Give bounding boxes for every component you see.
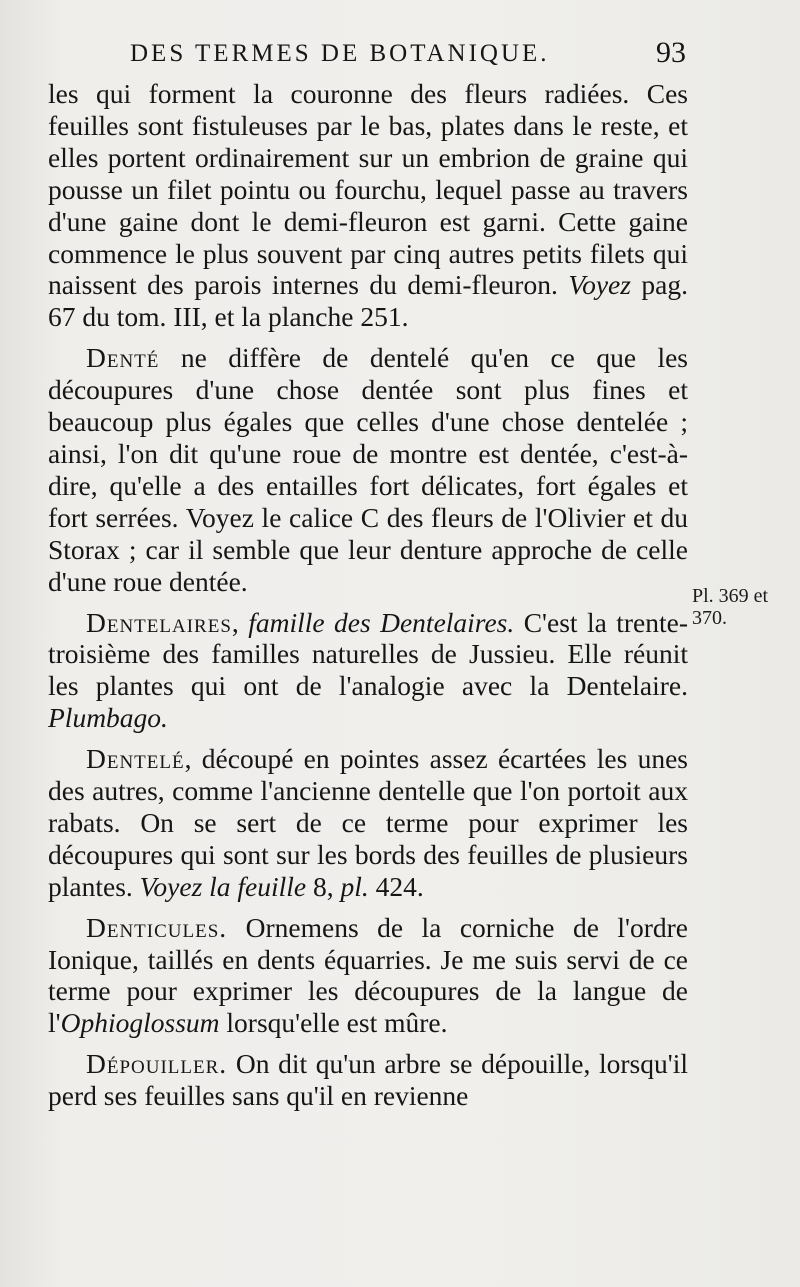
entry-dentele bbox=[48, 743, 688, 903]
reference-text: pag. 67 du tom. III, et la planche 251. bbox=[48, 269, 689, 333]
paragraph-continuation bbox=[48, 78, 688, 333]
page-body bbox=[48, 78, 688, 1121]
entry-text: ne diffère de dentelé qu'en ce que les découpures d'une chose dentée sont plus fines et beaucoup plus égales que celles d'une chose dentelée ; ainsi, l'on dit qu'une roue de montre est dentée, c'est-à-dire, qu'elle a des entailles fort délicates, fort égales et fort serrées. Voyez le calice C des fleurs de l'Olivier et du Storax ; car il semble que leur denture approche de celle d'une roue dentée. bbox=[48, 342, 689, 597]
entry-text-after: lorsqu'elle est mûre. bbox=[226, 1007, 448, 1039]
entry-italic-mid: Ophioglossum bbox=[60, 1007, 220, 1039]
entry-term: Dépouiller. bbox=[86, 1048, 228, 1080]
entry-text: , découpé en pointes assez écartées les unes des autres, comme l'ancienne dentelle que l'on portoit aux rabats. On se sert de ce terme pour exprimer les découpures qui sont sur les bords des feuilles de plusieurs plantes. bbox=[48, 743, 688, 902]
entry-text-before: Ornemens de la corniche de l'ordre Ionique, taillés en dents équarries. Je me suis servi de ce terme pour exprimer les découpures de la langue de l' bbox=[48, 911, 689, 1039]
entry-term: Dentelaires bbox=[86, 606, 232, 638]
see-reference: Voyez bbox=[568, 269, 631, 301]
entry-dentelaires: Dentelaires, famille des Dentelaires. C'est la trente-troisième des familles naturelles de Jussieu. Elle réunit les plantes qui ont de l'analogie avec la Dentelaire. Plumbago. bbox=[48, 606, 689, 734]
entry-text: C'est la trente-troisième des familles naturelles de Jussieu. Elle réunit les plantes qui ont de l'analogie avec la Dentelaire. bbox=[48, 606, 689, 702]
margin-note-plates: Pl. 369 et 370. bbox=[692, 585, 769, 629]
entry-text: On dit qu'un arbre se dépouille, lorsqu'il perd ses feuilles sans qu'il en revienne bbox=[48, 1048, 688, 1112]
reference-number: 8, bbox=[313, 870, 334, 902]
entry-depouiller bbox=[48, 1048, 688, 1112]
reference-end: 424. bbox=[375, 870, 424, 902]
reference-plate-label: pl. bbox=[340, 870, 369, 902]
entry-term: Denticules. bbox=[86, 911, 228, 943]
paragraph-text: les qui forment la couronne des fleurs radiées. Ces feuilles sont fistuleuses par le bas, plates dans le reste, et elles portent ordinairement sur un embrion de graine qui pousse un filet pointu ou fourchu, lequel passe au travers d'une gaine dont le demi-fleuron est garni. Cette gaine commence le plus souvent par cinq autres petits filets qui naissent des parois internes du demi-fleuron. bbox=[48, 78, 688, 301]
entry-term: Denté bbox=[86, 342, 160, 374]
entry-term: Dentelé bbox=[86, 743, 185, 775]
entry-dente bbox=[48, 342, 688, 597]
running-head-title: DES TERMES DE BOTANIQUE. bbox=[130, 40, 550, 67]
entry-italic-end: Voyez la feuille bbox=[139, 870, 307, 902]
entry-italic: famille des Dentelaires. bbox=[248, 606, 515, 638]
running-head bbox=[130, 36, 690, 69]
entry-denticules bbox=[48, 912, 688, 1040]
entry-italic-end: Plumbago. bbox=[48, 702, 168, 734]
page-number: 93 bbox=[656, 36, 686, 69]
